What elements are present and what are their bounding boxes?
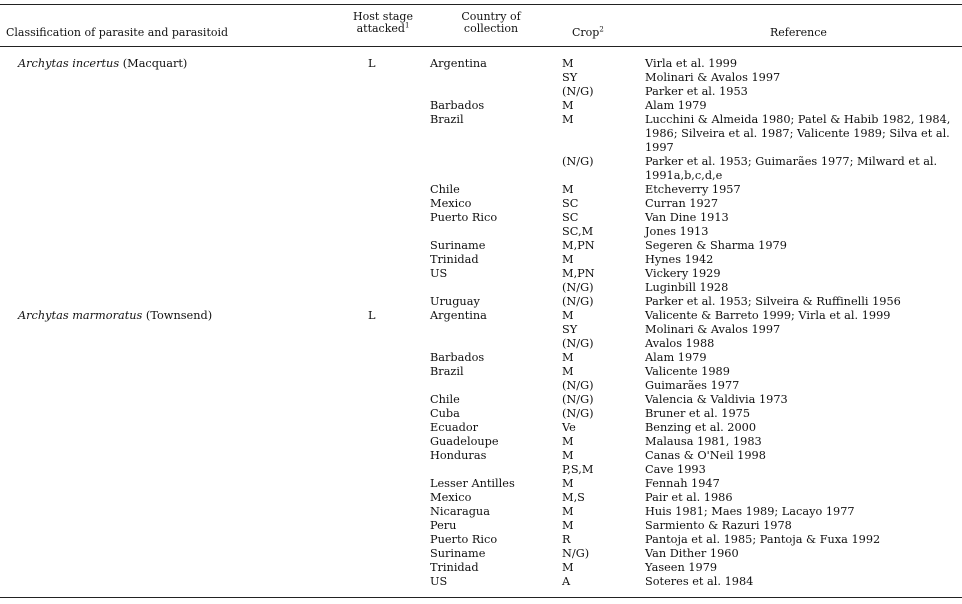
crop: (N/G) [562, 281, 594, 294]
species-author: (Macquart) [119, 57, 188, 70]
crop: (N/G) [562, 155, 594, 168]
country: Mexico [430, 491, 472, 504]
country: Trinidad [430, 561, 479, 574]
reference: Parker et al. 1953 [645, 85, 748, 98]
reference: Yaseen 1979 [645, 561, 718, 574]
reference: Valencia & Valdivia 1973 [645, 393, 788, 406]
host-stage: L [368, 57, 376, 70]
reference: Valicente 1989 [645, 365, 730, 378]
header-crop [572, 27, 604, 39]
species-name [18, 57, 187, 71]
crop: P,S,M [562, 463, 594, 476]
reference: Pantoja et al. 1985; Pantoja & Fuxa 1992 [645, 533, 881, 546]
crop: M,S [562, 491, 585, 504]
header-host-stage-line1: Host stage [353, 10, 413, 23]
header-host-stage [340, 11, 426, 35]
crop: R [562, 533, 571, 546]
crop: SY [562, 71, 578, 84]
reference: Avalos 1988 [645, 337, 715, 350]
country: Brazil [430, 365, 464, 378]
reference: Vickery 1929 [645, 267, 721, 280]
header-host-stage-line2: attacked [356, 22, 405, 35]
country: Cuba [430, 407, 460, 420]
reference: Huis 1981; Maes 1989; Lacayo 1977 [645, 505, 855, 518]
reference: Van Dine 1913 [645, 211, 729, 224]
crop: SC [562, 211, 579, 224]
crop: M [562, 113, 574, 126]
country: Peru [430, 519, 457, 532]
crop: M [562, 309, 574, 322]
crop: (N/G) [562, 407, 594, 420]
bottom-rule [0, 597, 962, 598]
country: Suriname [430, 547, 486, 560]
crop: (N/G) [562, 393, 594, 406]
crop: M [562, 505, 574, 518]
crop: (N/G) [562, 295, 594, 308]
crop: M [562, 435, 574, 448]
crop: SC [562, 197, 579, 210]
header-country [446, 11, 536, 35]
reference: Hynes 1942 [645, 253, 714, 266]
reference: Bruner et al. 1975 [645, 407, 751, 420]
reference: Virla et al. 1999 [645, 57, 738, 70]
header-crop-footnote: 2 [599, 25, 604, 34]
reference: Benzing et al. 2000 [645, 421, 757, 434]
crop: M [562, 519, 574, 532]
country: Ecuador [430, 421, 479, 434]
crop: SY [562, 323, 578, 336]
crop: M [562, 253, 574, 266]
reference: Molinari & Avalos 1997 [645, 71, 781, 84]
reference: Malausa 1981, 1983 [645, 435, 762, 448]
crop: (N/G) [562, 379, 594, 392]
country: Barbados [430, 351, 485, 364]
reference: Valicente & Barreto 1999; Virla et al. 1999 [645, 309, 891, 322]
reference: Fennah 1947 [645, 477, 720, 490]
country: Uruguay [430, 295, 480, 308]
species-binomial: Archytas incertus [18, 57, 120, 70]
country: Argentina [430, 309, 487, 322]
crop: M,PN [562, 239, 595, 252]
reference: Etcheverry 1957 [645, 183, 741, 196]
crop: M [562, 365, 574, 378]
country: Nicaragua [430, 505, 490, 518]
crop: M [562, 351, 574, 364]
species-name [18, 309, 212, 323]
header-rule [0, 46, 962, 47]
country: Chile [430, 183, 460, 196]
country: Honduras [430, 449, 487, 462]
reference: Canas & O'Neil 1998 [645, 449, 766, 462]
crop: M [562, 477, 574, 490]
reference: Parker et al. 1953; Guimarães 1977; Milward et al. 1991a,b,c,d,e [645, 155, 938, 182]
reference: Alam 1979 [645, 351, 707, 364]
host-stage: L [368, 309, 376, 322]
header-host-stage-footnote: 1 [404, 21, 410, 30]
top-rule [0, 4, 962, 5]
crop: (N/G) [562, 85, 594, 98]
crop: (N/G) [562, 337, 594, 350]
reference: Molinari & Avalos 1997 [645, 323, 781, 336]
crop: M [562, 183, 574, 196]
reference: Van Dither 1960 [645, 547, 739, 560]
reference: Segeren & Sharma 1979 [645, 239, 787, 252]
reference: Lucchini & Almeida 1980; Patel & Habib 1982, 1984, 1986; Silveira et al. 1987; Valicente 1989; Silva et al. 1997 [645, 113, 951, 154]
reference: Jones 1913 [645, 225, 709, 238]
species-binomial: Archytas marmoratus [18, 309, 143, 322]
header-reference: Reference [770, 26, 827, 39]
crop: M,PN [562, 267, 595, 280]
reference: Soteres et al. 1984 [645, 575, 754, 588]
reference: Cave 1993 [645, 463, 706, 476]
country: Lesser Antilles [430, 477, 515, 490]
reference: Luginbill 1928 [645, 281, 729, 294]
reference: Parker et al. 1953; Silveira & Ruffinelli 1956 [645, 295, 901, 308]
country: Trinidad [430, 253, 479, 266]
reference: Guimarães 1977 [645, 379, 740, 392]
header-country-line2: collection [463, 22, 519, 35]
crop: A [562, 575, 571, 588]
country: Suriname [430, 239, 486, 252]
crop: M [562, 449, 574, 462]
crop: M [562, 561, 574, 574]
header-classification: Classification of parasite and parasitoid [6, 26, 229, 39]
reference: Pair et al. 1986 [645, 491, 733, 504]
crop: SC,M [562, 225, 594, 238]
reference: Curran 1927 [645, 197, 719, 210]
country: Mexico [430, 197, 472, 210]
country: US [430, 267, 448, 280]
crop: N/G) [562, 547, 590, 560]
crop: Ve [562, 421, 576, 434]
country: Argentina [430, 57, 487, 70]
header-crop-label: Crop [572, 26, 600, 39]
country: Guadeloupe [430, 435, 499, 448]
country: US [430, 575, 448, 588]
country: Brazil [430, 113, 464, 126]
reference: Alam 1979 [645, 99, 707, 112]
species-author: (Townsend) [142, 309, 213, 322]
reference: Sarmiento & Razuri 1978 [645, 519, 792, 532]
crop: M [562, 57, 574, 70]
country: Puerto Rico [430, 211, 498, 224]
country: Puerto Rico [430, 533, 498, 546]
country: Barbados [430, 99, 485, 112]
country: Chile [430, 393, 460, 406]
header-country-line1: Country of [461, 10, 521, 23]
crop: M [562, 99, 574, 112]
